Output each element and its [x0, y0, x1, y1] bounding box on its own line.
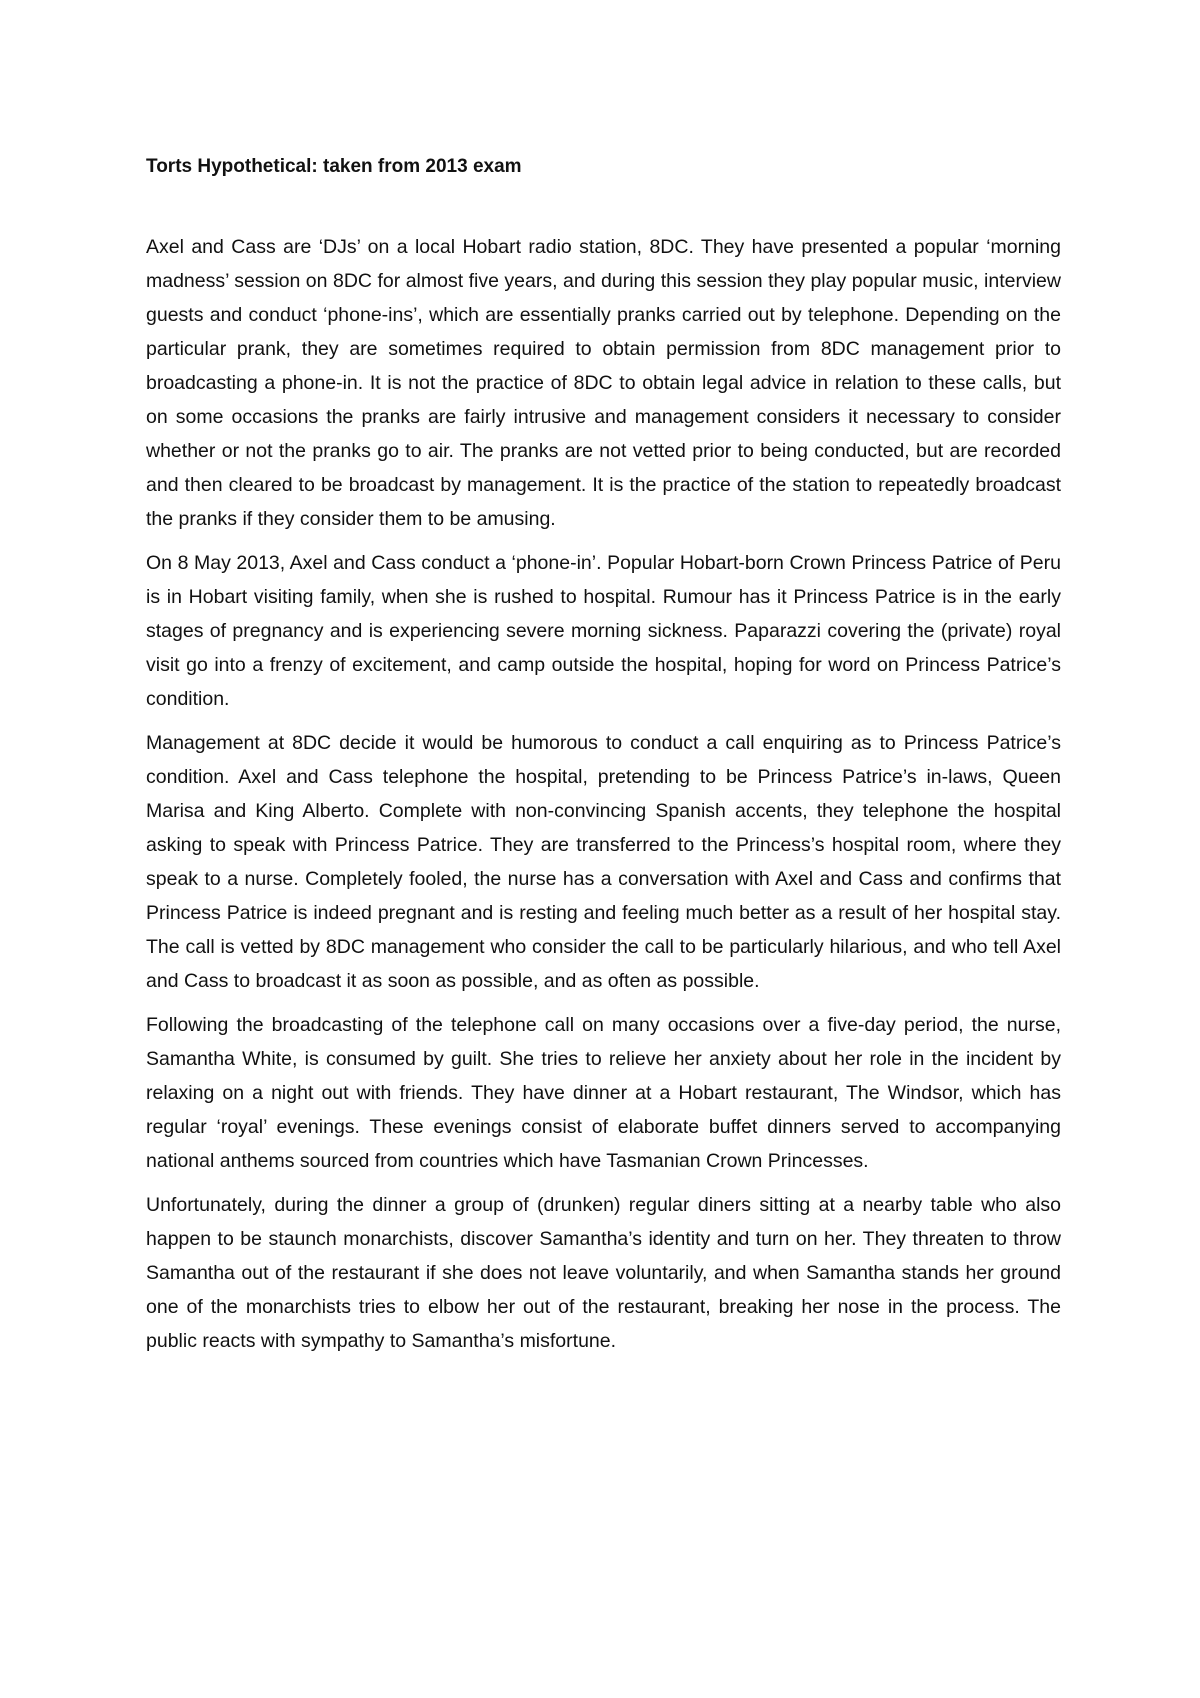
document-title: Torts Hypothetical: taken from 2013 exam	[146, 156, 522, 177]
paragraph-4: Following the broadcasting of the telephone call on many occasions over a five-day period, the nurse, Samantha White, is consumed by guilt. She tries to relieve her anxiety about her role in the incident by relaxing on a night out with friends. They have dinner at a Hobart restaurant, The Windsor, which has regular ‘royal’ evenings. These evenings consist of elaborate buffet dinners served to accompanying national anthems sourced from countries which have Tasmanian Crown Princesses.	[146, 1014, 1061, 1172]
paragraph-3: Management at 8DC decide it would be humorous to conduct a call enquiring as to Princess Patrice’s condition. Axel and Cass telephone the hospital, pretending to be Princess Patrice’s in-laws, Queen Marisa and King Alberto. Complete with non-convincing Spanish accents, they telephone the hospital asking to speak with Princess Patrice. They are transferred to the Princess’s hospital room, where they speak to a nurse. Completely fooled, the nurse has a conversation with Axel and Cass and confirms that Princess Patrice is indeed pregnant and is resting and feeling much better as a result of her hospital stay. The call is vetted by 8DC management who consider the call to be particularly hilarious, and who tell Axel and Cass to broadcast it as soon as possible, and as often as possible.	[146, 732, 1061, 992]
paragraph-1: Axel and Cass are ‘DJs’ on a local Hobart radio station, 8DC. They have presented a popular ‘morning madness’ session on 8DC for almost five years, and during this session they play popular music, interview guests and conduct ‘phone-ins’, which are essentially pranks carried out by telephone. Depending on the particular prank, they are sometimes required to obtain permission from 8DC management prior to broadcasting a phone-in. It is not the practice of 8DC to obtain legal advice in relation to these calls, but on some occasions the pranks are fairly intrusive and management considers it necessary to consider whether or not the pranks go to air. The pranks are not vetted prior to being conducted, but are recorded and then cleared to be broadcast by management. It is the practice of the station to repeatedly broadcast the pranks if they consider them to be amusing.	[146, 236, 1061, 530]
document-body	[146, 150, 1061, 1368]
paragraph-2: On 8 May 2013, Axel and Cass conduct a ‘phone-in’. Popular Hobart-born Crown Princess Patrice of Peru is in Hobart visiting family, when she is rushed to hospital. Rumour has it Princess Patrice is in the early stages of pregnancy and is experiencing severe morning sickness. Paparazzi covering the (private) royal visit go into a frenzy of excitement, and camp outside the hospital, hoping for word on Princess Patrice’s condition.	[146, 552, 1061, 710]
paragraph-5: Unfortunately, during the dinner a group of (drunken) regular diners sitting at a nearby table who also happen to be staunch monarchists, discover Samantha’s identity and turn on her. They threaten to throw Samantha out of the restaurant if she does not leave voluntarily, and when Samantha stands her ground one of the monarchists tries to elbow her out of the restaurant, breaking her nose in the process. The public reacts with sympathy to Samantha’s misfortune.	[146, 1194, 1061, 1352]
